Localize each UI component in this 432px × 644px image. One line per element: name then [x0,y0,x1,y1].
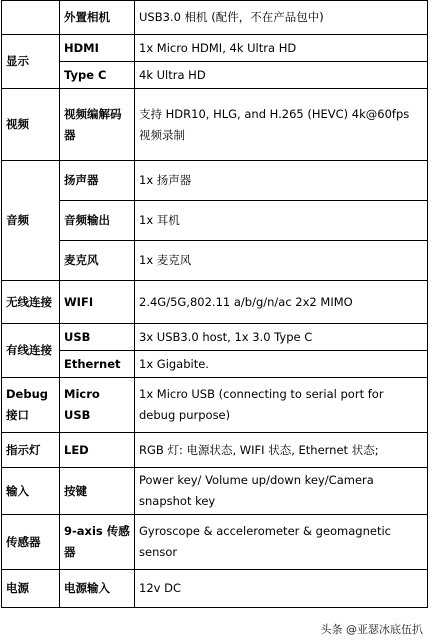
watermark: 头条 @亚瑟冰底伍扒 [318,620,427,638]
value-cell: 1x Micro USB (connecting to serial port for debug purpose) [135,378,428,433]
table-row [2,468,428,515]
category-cell-empty [2,1,60,35]
table-row [2,324,428,351]
category-cell: 传感器 [2,515,60,570]
value-cell: 1x 耳机 [135,201,428,241]
item-cell: 外置相机 [60,1,135,35]
item-cell: Ethernet [60,351,135,378]
value-cell: 4k Ultra HD [135,62,428,89]
value-cell: Power key/ Volume up/down key/Camera snapshot key [135,468,428,515]
category-cell: 视频 [2,89,60,161]
value-cell: 2.4G/5G,802.11 a/b/g/n/ac 2x2 MIMO [135,281,428,324]
category-cell: 指示灯 [2,433,60,468]
table-row [2,241,428,281]
spec-table [1,0,428,608]
item-cell: Micro USB [60,378,135,433]
table-row [2,62,428,89]
item-cell: 按键 [60,468,135,515]
table-row [2,570,428,608]
table-row [2,378,428,433]
value-cell: 3x USB3.0 host, 1x 3.0 Type C [135,324,428,351]
item-cell: HDMI [60,35,135,62]
item-cell: 9-axis 传感器 [60,515,135,570]
value-cell: 支持 HDR10, HLG, and H.265 (HEVC) 4k@60fps 视频录制 [135,89,428,161]
category-cell: 显示 [2,35,60,89]
value-cell: USB3.0 相机 (配件，不在产品包中) [135,1,428,35]
category-cell: 有线连接 [2,324,60,378]
category-cell: Debug 接口 [2,378,60,433]
item-cell: 视频编解码器 [60,89,135,161]
table-row [2,433,428,468]
category-cell: 输入 [2,468,60,515]
value-cell: 1x 麦克风 [135,241,428,281]
value-cell: 1x 扬声器 [135,161,428,201]
item-cell: LED [60,433,135,468]
value-cell: 1x Gigabite. [135,351,428,378]
value-cell: RGB 灯: 电源状态, WIFI 状态, Ethernet 状态; [135,433,428,468]
table-row [2,351,428,378]
item-cell: 电源输入 [60,570,135,608]
category-cell: 电源 [2,570,60,608]
item-cell: 扬声器 [60,161,135,201]
item-cell: 麦克风 [60,241,135,281]
table-row [2,89,428,161]
table-row [2,515,428,570]
value-cell: 1x Micro HDMI, 4k Ultra HD [135,35,428,62]
category-cell: 无线连接 [2,281,60,324]
category-cell: 音频 [2,161,60,281]
table-row [2,1,428,35]
item-cell: USB [60,324,135,351]
table-row [2,201,428,241]
table-row [2,35,428,62]
value-cell: Gyroscope & accelerometer & geomagnetic sensor [135,515,428,570]
table-row [2,281,428,324]
item-cell: WIFI [60,281,135,324]
item-cell: Type C [60,62,135,89]
item-cell: 音频输出 [60,201,135,241]
table-row [2,161,428,201]
value-cell: 12v DC [135,570,428,608]
